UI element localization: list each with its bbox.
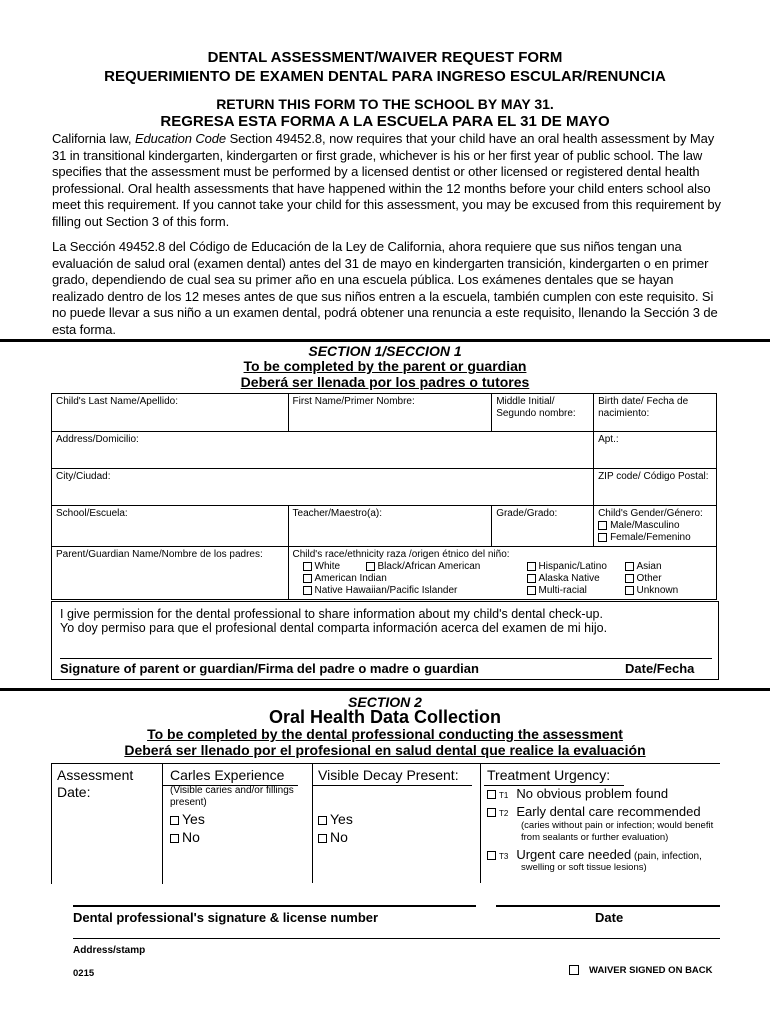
first-name-field[interactable]: First Name/Primer Nombre: xyxy=(288,394,492,432)
dentist-date-label: Date xyxy=(595,910,624,925)
form-code: 0215 xyxy=(73,968,95,979)
return-instruction-spanish: REGRESA ESTA FORMA A LA ESCUELA PARA EL 31 DE MAYO xyxy=(160,113,610,130)
last-name-field[interactable]: Child's Last Name/Apellido: xyxy=(52,394,289,432)
intro-spanish: La Sección 49452.8 del Código de Educación de la Ley de California, ahora requiere que sus niños tengan una evaluación de salud oral (examen dental) antes del 31 de mayo en kindergarten transición, kindergarten o en primer grado, dependiendo de cual sea su primer año en una escuela pública. Los exámenes dentales que se hayan realizado dentro de los 12 meses antes de que sus niños entren a la escuela, también cumplen con este requisito. Si no puede llevar a sus niño a un examen dental, podrá obtener una renuncia a este requisito, llenando la Sección 3 de esta forma. xyxy=(52,239,718,337)
checkbox-icon[interactable] xyxy=(303,586,312,595)
permission-english: I give permission for the dental professional to share information about my child's dental check-up. xyxy=(60,607,603,621)
race-option-asian[interactable]: Asian xyxy=(625,561,662,573)
section2-sub-en: To be completed by the dental professional conducting the assessment xyxy=(147,726,623,742)
checkbox-icon[interactable] xyxy=(170,834,179,843)
gender-female-option[interactable]: Female/Femenino xyxy=(598,532,712,544)
gender-field: Child's Gender/Género: Male/Masculino Female/Femenino xyxy=(594,506,717,547)
urgency-t2-option[interactable]: T2 Early dental care recommended xyxy=(487,804,701,819)
race-option-unknown[interactable]: Unknown xyxy=(625,585,679,597)
caries-yes-option[interactable]: Yes xyxy=(170,811,205,827)
caries-no-option[interactable]: No xyxy=(170,829,200,845)
checkbox-icon[interactable] xyxy=(303,562,312,571)
caries-heading: Carles Experience xyxy=(170,767,285,783)
decay-yes-option[interactable]: Yes xyxy=(318,811,353,827)
parent-signature-label: Signature of parent or guardian/Firma del padre o madre o guardian xyxy=(60,661,479,676)
urgency-t2-note: (caries without pain or infection; would benefit from sealants or further evaluation) xyxy=(521,820,714,843)
checkbox-icon[interactable] xyxy=(527,586,536,595)
race-option-native-hawaiian[interactable]: Native Hawaiian/Pacific Islander xyxy=(303,585,458,597)
race-option-hispanic[interactable]: Hispanic/Latino xyxy=(527,561,607,573)
checkbox-icon[interactable] xyxy=(318,816,327,825)
zip-field[interactable]: ZIP code/ Código Postal: xyxy=(594,469,717,506)
checkbox-icon[interactable] xyxy=(303,574,312,583)
urgency-t3-note: swelling or soft tissue lesions) xyxy=(521,862,647,873)
checkbox-icon[interactable] xyxy=(487,851,496,860)
checkbox-icon[interactable] xyxy=(487,790,496,799)
urgency-heading: Treatment Urgency: xyxy=(487,767,611,783)
city-field[interactable]: City/Ciudad: xyxy=(52,469,594,506)
section1-sub-es: Deberá ser llenada por los padres o tutores xyxy=(240,374,530,390)
race-field: Child's race/ethnicity raza /origen étnico del niño: White Black/African American Hispanic/Latino Asian American Indian Alaska Native Other Native Hawaiian/Pacific Islander Multi-racial Unknown xyxy=(288,547,716,600)
checkbox-icon[interactable] xyxy=(569,965,579,975)
race-option-alaska-native[interactable]: Alaska Native xyxy=(527,573,600,585)
checkbox-icon[interactable] xyxy=(170,816,179,825)
urgency-t3-option[interactable]: T3 Urgent care needed (pain, infection, xyxy=(487,847,702,862)
checkbox-icon[interactable] xyxy=(487,808,496,817)
form-title-spanish: REQUERIMIENTO DE EXAMEN DENTAL PARA INGRESO ESCULAR/RENUNCIA xyxy=(104,68,666,85)
signature-line[interactable] xyxy=(60,658,712,659)
decay-heading: Visible Decay Present: xyxy=(318,767,459,783)
section2-title: SECTION 2 xyxy=(348,694,422,710)
teacher-field[interactable]: Teacher/Maestro(a): xyxy=(288,506,492,547)
caries-note: (Visible caries and/or fillings present) xyxy=(170,785,294,808)
checkbox-icon[interactable] xyxy=(318,834,327,843)
checkbox-icon[interactable] xyxy=(527,562,536,571)
checkbox-icon[interactable] xyxy=(625,562,634,571)
address-stamp-label: Address/stamp xyxy=(73,945,146,956)
urgency-t1-option[interactable]: T1 No obvious problem found xyxy=(487,786,668,801)
waiver-signed-checkbox[interactable]: WAIVER SIGNED ON BACK xyxy=(569,965,713,976)
child-info-table xyxy=(51,393,717,600)
address-field[interactable]: Address/Domicilio: xyxy=(52,432,594,469)
address-line[interactable] xyxy=(73,938,720,939)
section1-title: SECTION 1/SECCION 1 xyxy=(308,343,462,359)
parent-date-label: Date/Fecha xyxy=(625,661,695,676)
dentist-signature-line[interactable] xyxy=(73,905,476,907)
dentist-signature-label: Dental professional's signature & license number xyxy=(73,910,379,925)
decay-no-option[interactable]: No xyxy=(318,829,348,845)
gender-male-option[interactable]: Male/Masculino xyxy=(598,520,712,532)
permission-spanish: Yo doy permiso para que el profesional dental comparta información acerca del examen de mi hijo. xyxy=(60,621,608,635)
form-title: DENTAL ASSESSMENT/WAIVER REQUEST FORM xyxy=(207,49,563,66)
divider xyxy=(0,339,770,342)
checkbox-icon[interactable] xyxy=(366,562,375,571)
parent-name-field[interactable]: Parent/Guardian Name/Nombre de los padres: xyxy=(52,547,289,600)
section1-sub-en: To be completed by the parent or guardian xyxy=(243,358,527,374)
intro-english: California law, Education Code Section 49452.8, now requires that your child have an oral health assessment by May 31 in transitional kindergarten, kindergarten or first grade, whichever is his or her first year of public school. The law specifies that the assessment must be performed by a licensed dentist or other licensed or registered dental health professional. Oral health assessments that have happened within the 12 months before your child enters school also meet this requirement. If you cannot take your child for this assessment, you may be excused from this requirement by filling out Section 3 of this form. xyxy=(52,131,721,229)
checkbox-icon[interactable] xyxy=(598,521,607,530)
checkbox-icon[interactable] xyxy=(625,586,634,595)
permission-box xyxy=(51,601,719,680)
race-option-white[interactable]: White xyxy=(303,561,341,573)
checkbox-icon[interactable] xyxy=(527,574,536,583)
apt-field[interactable]: Apt.: xyxy=(594,432,717,469)
checkbox-icon[interactable] xyxy=(625,574,634,583)
middle-initial-field[interactable]: Middle Initial/ Segundo nombre: xyxy=(492,394,594,432)
dentist-date-line[interactable] xyxy=(496,905,720,907)
return-instruction: RETURN THIS FORM TO THE SCHOOL BY MAY 31. xyxy=(216,96,554,112)
assessment-date-cell[interactable]: Assessment Date: xyxy=(51,763,163,884)
race-option-other[interactable]: Other xyxy=(625,573,662,585)
birth-date-field[interactable]: Birth date/ Fecha de nacimiento: xyxy=(594,394,717,432)
race-option-black[interactable]: Black/African American xyxy=(366,561,481,573)
school-field[interactable]: School/Escuela: xyxy=(52,506,289,547)
checkbox-icon[interactable] xyxy=(598,533,607,542)
divider xyxy=(0,688,770,691)
race-option-multiracial[interactable]: Multi-racial xyxy=(527,585,587,597)
race-option-american-indian[interactable]: American Indian xyxy=(303,573,387,585)
grade-field[interactable]: Grade/Grado: xyxy=(492,506,594,547)
section2-heading: Oral Health Data Collection xyxy=(268,707,502,727)
section2-sub-es: Deberá ser llenado por el profesional en salud dental que realice la evaluación xyxy=(124,742,646,758)
